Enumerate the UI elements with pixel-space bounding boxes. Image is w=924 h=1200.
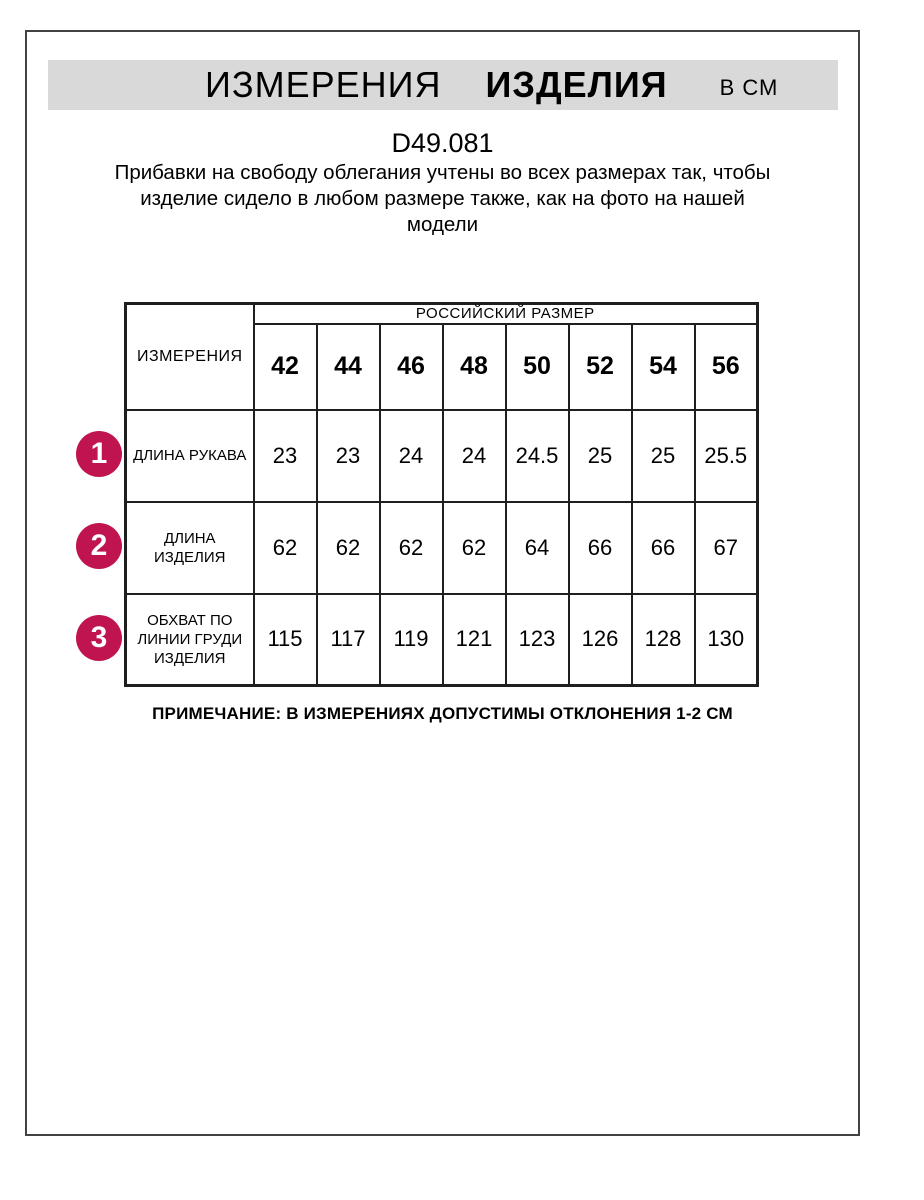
cell-value: 115	[254, 594, 317, 686]
table-corner-header: ИЗМЕРЕНИЯ	[126, 304, 254, 410]
cell-value: 62	[317, 502, 380, 594]
title-unit: В СМ	[719, 75, 779, 100]
row-label-chest-girth: ОБХВАТ ПО ЛИНИИ ГРУДИ ИЗДЕЛИЯ	[126, 594, 254, 686]
cell-value: 128	[632, 594, 695, 686]
cell-value: 130	[695, 594, 758, 686]
cell-value: 66	[632, 502, 695, 594]
measurements-table-zone	[90, 302, 759, 687]
fit-description-line: модели	[406, 213, 479, 236]
size-col-header-56: 56	[695, 324, 758, 410]
title-band	[48, 60, 838, 110]
size-col-header-44: 44	[317, 324, 380, 410]
size-col-header-48: 48	[443, 324, 506, 410]
step-1-number: 1	[90, 437, 108, 470]
fit-description-line: Прибавки на свободу облегания учтены во всех размерах так, чтобы	[114, 161, 771, 184]
size-group-header: РОССИЙСКИЙ РАЗМЕР	[254, 304, 758, 324]
title-measurements: ИЗМЕРЕНИЯ	[205, 64, 442, 105]
cell-value: 24.5	[506, 410, 569, 502]
size-col-header-52: 52	[569, 324, 632, 410]
step-3-number: 3	[90, 621, 108, 654]
cell-value: 23	[317, 410, 380, 502]
tolerance-note: ПРИМЕЧАНИЕ: В ИЗМЕРЕНИЯХ ДОПУСТИМЫ ОТКЛОНЕНИЯ 1-2 СМ	[152, 704, 733, 723]
title-product: ИЗДЕЛИЯ	[485, 64, 668, 105]
size-col-header-46: 46	[380, 324, 443, 410]
cell-value: 24	[380, 410, 443, 502]
cell-value: 66	[569, 502, 632, 594]
step-2-number: 2	[90, 529, 108, 562]
cell-value: 25	[569, 410, 632, 502]
cell-value: 25	[632, 410, 695, 502]
cell-value: 123	[506, 594, 569, 686]
cell-value: 62	[443, 502, 506, 594]
cell-value: 62	[380, 502, 443, 594]
fit-description	[25, 160, 860, 238]
product-code: D49.081	[391, 128, 494, 158]
size-col-header-50: 50	[506, 324, 569, 410]
table-row-sleeve-length	[126, 410, 758, 502]
cell-value: 121	[443, 594, 506, 686]
cell-value: 23	[254, 410, 317, 502]
step-3-badge	[76, 615, 122, 661]
fit-description-line: изделие сидело в любом размере также, как на фото на нашей	[140, 187, 745, 210]
cell-value: 62	[254, 502, 317, 594]
cell-value: 64	[506, 502, 569, 594]
cell-value: 24	[443, 410, 506, 502]
row-label-garment-length: ДЛИНА ИЗДЕЛИЯ	[126, 502, 254, 594]
cell-value: 126	[569, 594, 632, 686]
cell-value: 119	[380, 594, 443, 686]
size-col-header-42: 42	[254, 324, 317, 410]
row-label-sleeve-length: ДЛИНА РУКАВА	[126, 410, 254, 502]
step-1-badge	[76, 431, 122, 477]
step-2-badge	[76, 523, 122, 569]
cell-value: 25.5	[695, 410, 758, 502]
cell-value: 117	[317, 594, 380, 686]
size-col-header-54: 54	[632, 324, 695, 410]
table-row-garment-length	[126, 502, 758, 594]
table-row	[126, 304, 758, 324]
size-table	[124, 302, 759, 687]
table-row-chest-girth	[126, 594, 758, 686]
cell-value: 67	[695, 502, 758, 594]
